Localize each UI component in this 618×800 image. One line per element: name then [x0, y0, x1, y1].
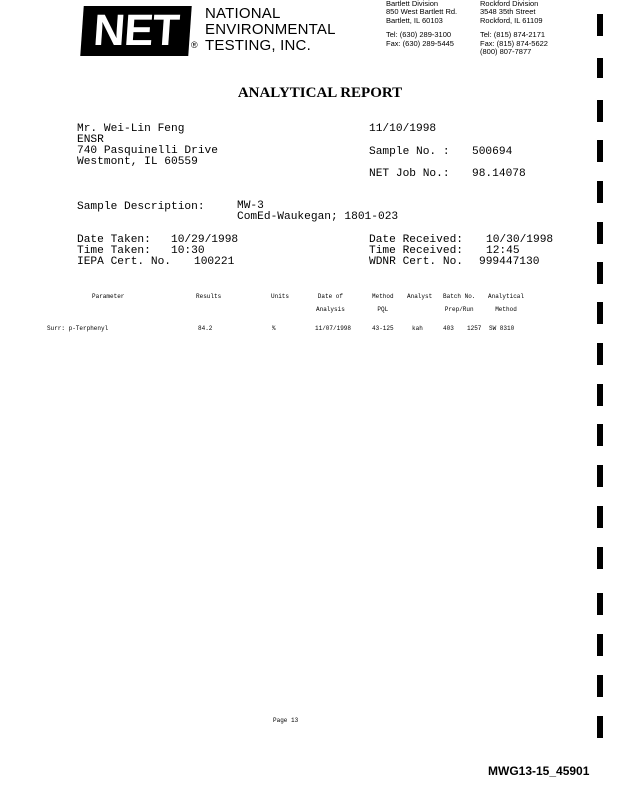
edge-mark [597, 675, 603, 697]
sample-description-label: Sample Description: [77, 201, 205, 213]
bartlett-line-3: Bartlett, IL 60103 [386, 15, 443, 25]
iepa-cert-value: 100221 [194, 256, 235, 268]
header-results: Results [196, 293, 222, 300]
rockford-extra-phone: (800) 807-7877 [480, 47, 532, 57]
time-taken-value: 10:30 [171, 245, 205, 257]
header-date-line-2: Analysis [316, 306, 345, 313]
rockford-line-1: Rockford Division [480, 0, 539, 8]
header-analytical-method [488, 290, 524, 316]
rockford-fax: Fax: (815) 874-5622 [480, 38, 548, 48]
client-company: ENSR [77, 134, 104, 146]
bartlett-fax: Fax: (630) 289-5445 [386, 38, 454, 48]
net-logo: NET [80, 6, 191, 56]
edge-mark [597, 343, 603, 365]
row-analyst: kah [412, 325, 423, 332]
client-city: Westmont, IL 60559 [77, 156, 198, 168]
edge-mark [597, 58, 603, 78]
edge-mark [597, 593, 603, 615]
sample-no-value: 500694 [472, 146, 513, 158]
header-method-pql [372, 290, 394, 316]
row-batch-prep: 403 [443, 325, 454, 332]
company-name-line-3: TESTING, INC. [205, 37, 311, 54]
registered-mark: ® [191, 40, 198, 50]
header-batch [443, 290, 475, 316]
header-analyst: Analyst [407, 293, 433, 300]
wdnr-cert-value: 999447130 [479, 256, 540, 268]
time-received-label: Time Received: [369, 245, 463, 257]
report-title: ANALYTICAL REPORT [237, 85, 403, 101]
rockford-line-3: Rockford, IL 61109 [480, 15, 543, 25]
edge-mark [597, 262, 603, 284]
job-no-label: NET Job No.: [369, 168, 450, 180]
date-taken-value: 10/29/1998 [171, 234, 239, 246]
row-pql: 43-125 [372, 325, 394, 332]
date-taken-label: Date Taken: [77, 234, 151, 246]
bartlett-division-address [386, 0, 457, 48]
sample-no-label: Sample No. : [369, 146, 450, 158]
row-batch-run: 1257 [467, 325, 482, 332]
edge-mark [597, 716, 603, 738]
edge-mark [597, 222, 603, 244]
bartlett-line-2: 850 West Bartlett Rd. [386, 7, 458, 17]
date-received-value: 10/30/1998 [486, 234, 554, 246]
edge-mark [597, 424, 603, 446]
page-number: Page 13 [273, 717, 299, 724]
header-method-line-1: Method [372, 293, 394, 300]
row-method: SW 8310 [489, 325, 515, 332]
client-name: Mr. Wei-Lin Feng [77, 123, 185, 135]
time-received-value: 12:45 [486, 245, 520, 257]
header-analytical-line-1: Analytical [488, 293, 525, 300]
company-name-line-1: NATIONAL [205, 5, 281, 22]
edge-mark [597, 547, 603, 569]
row-units: % [272, 325, 276, 332]
bartlett-line-1: Bartlett Division [386, 0, 439, 8]
job-no-value: 98.14078 [472, 168, 526, 180]
header-batch-line-1: Batch No. [443, 293, 476, 300]
company-name-line-2: ENVIRONMENTAL [205, 21, 336, 38]
header-batch-line-2: Prep/Run [444, 306, 474, 313]
edge-mark [597, 302, 603, 324]
sample-description-site: ComEd-Waukegan; 1801-023 [237, 211, 399, 223]
rockford-phone: Tel: (815) 874-2171 [480, 30, 546, 40]
date-received-label: Date Received: [369, 234, 463, 246]
edge-mark [597, 384, 603, 406]
edge-mark [597, 100, 603, 122]
edge-mark [597, 634, 603, 656]
row-date: 11/07/1998 [315, 325, 352, 332]
header-analytical-line-2: Method [495, 306, 517, 313]
edge-mark [597, 181, 603, 203]
row-parameter: Surr: p-Terphenyl [47, 325, 109, 332]
bartlett-phone: Tel: (630) 289-3100 [386, 30, 452, 40]
edge-mark [597, 465, 603, 487]
edge-mark [597, 506, 603, 528]
iepa-cert-label: IEPA Cert. No. [77, 256, 171, 268]
header-method-line-2: PQL [377, 306, 389, 313]
sample-description-id: MW-3 [237, 200, 264, 212]
header-parameter: Parameter [92, 293, 125, 300]
header-units: Units [271, 293, 290, 300]
client-street: 740 Pasquinelli Drive [77, 145, 218, 157]
client-address [77, 124, 218, 168]
time-taken-label: Time Taken: [77, 245, 151, 257]
edge-mark [597, 14, 603, 36]
rockford-line-2: 3548 35th Street [480, 7, 536, 17]
document-id: MWG13-15_45901 [488, 764, 590, 778]
row-result: 84.2 [198, 325, 213, 332]
header-date-line-1: Date of [317, 293, 344, 300]
wdnr-cert-label: WDNR Cert. No. [369, 256, 463, 268]
edge-mark [597, 140, 603, 162]
report-date: 11/10/1998 [369, 123, 437, 135]
rockford-division-address [480, 0, 548, 56]
header-date-of-analysis [316, 290, 345, 316]
